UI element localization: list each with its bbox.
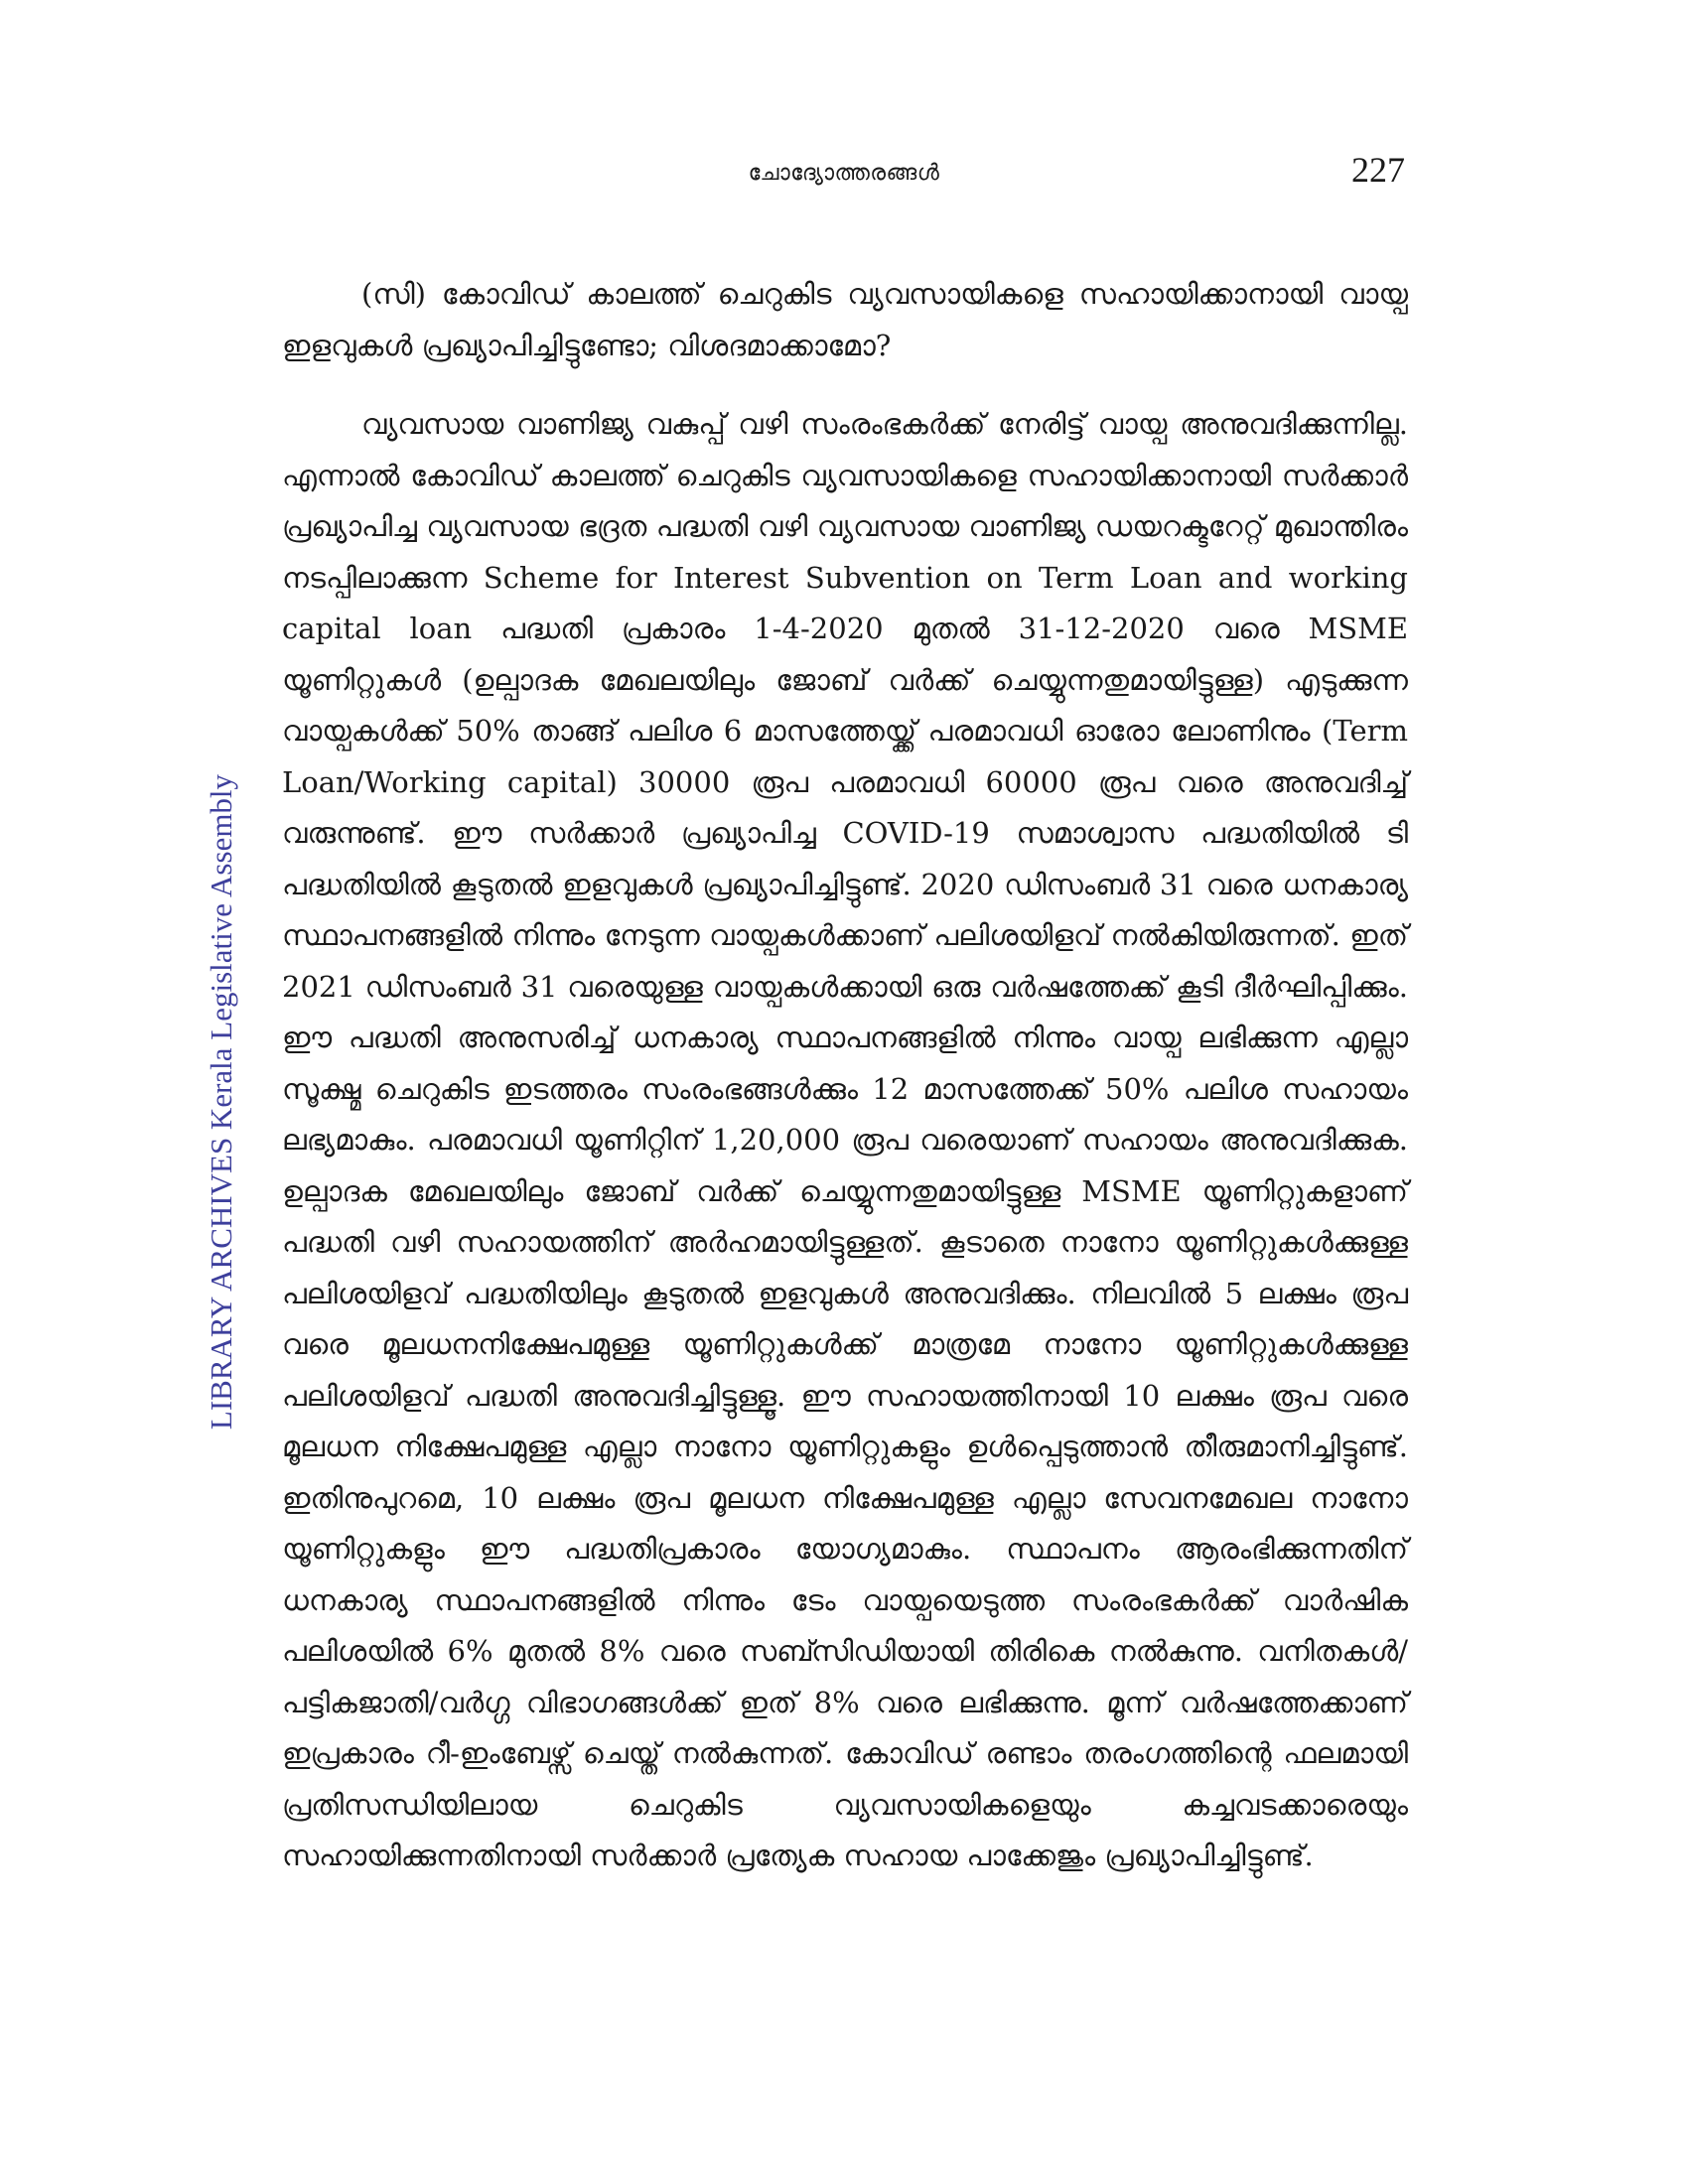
running-header: ചോദ്യോത്തരങ്ങൾ [748, 161, 940, 186]
archive-watermark: LIBRARY ARCHIVES Kerala Legislative Assembly [204, 773, 238, 1431]
page-number: 227 [1351, 150, 1405, 190]
page-body [282, 268, 1408, 1882]
answer-text: വ്യവസായ വാണിജ്യ വകുപ്പ് വഴി സംരംഭകർക്ക് നേരിട്ട് വായ്പ അനുവദിക്കുന്നില്ല. എന്നാൽ കോവിഡ് കാലത്ത് ചെറുകിട വ്യവസായികളെ സഹായിക്കാനായി സർക്കാർ പ്രഖ്യാപിച്ച വ്യവസായ ഭദ്രത പദ്ധതി വഴി വ്യവസായ വാണിജ്യ ഡയറക്ടറേറ്റ് മുഖാന്തിരം നടപ്പിലാക്കുന്ന Scheme for Interest Subvention on Term Loan and working capital loan പദ്ധതി പ്രകാരം 1-4-2020 മുതൽ 31-12-2020 വരെ MSME യൂണിറ്റുകൾ (ഉല്പാദക മേഖലയിലും ജോബ് വർക്ക് ചെയ്യുന്നതുമായിട്ടുള്ള) എടുക്കുന്ന വായ്പകൾക്ക് 50% താങ്ങ് പലിശ 6 മാസത്തേയ്ക്ക് പരമാവധി ഓരോ ലോണിനും (Term Loan/Working capital) 30000 രൂപ പരമാവധി 60000 രൂപ വരെ അനുവദിച്ച് വരുന്നുണ്ട്. ഈ സർക്കാർ പ്രഖ്യാപിച്ച COVID-19 സമാശ്വാസ പദ്ധതിയിൽ ടി പദ്ധതിയിൽ കൂടുതൽ ഇളവുകൾ പ്രഖ്യാപിച്ചിട്ടുണ്ട്. 2020 ഡിസംബർ 31 വരെ ധനകാര്യ സ്ഥാപനങ്ങളിൽ നിന്നും നേടുന്ന വായ്പകൾക്കാണ് പലിശയിളവ് നൽകിയിരുന്നത്. ഇത് 2021 ഡിസംബർ 31 വരെയുള്ള വായ്പകൾക്കായി ഒരു വർഷത്തേക്ക് കൂടി ദീർഘിപ്പിക്കും. ഈ പദ്ധതി അനുസരിച്ച് ധനകാര്യ സ്ഥാപനങ്ങളിൽ നിന്നും വായ്പ ലഭിക്കുന്ന എല്ലാ സൂക്ഷ്മ ചെറുകിട ഇടത്തരം സംരംഭങ്ങൾക്കും 12 മാസത്തേക്ക് 50% പലിശ സഹായം ലഭ്യമാകും. പരമാവധി യൂണിറ്റിന് 1,20,000 രൂപ വരെയാണ് സഹായം അനുവദിക്കുക. ഉല്പാദക മേഖലയിലും ജോബ് വർക്ക് ചെയ്യുന്നതുമായിട്ടുള്ള MSME യൂണിറ്റുകളാണ് പദ്ധതി വഴി സഹായത്തിന് അർഹമായിട്ടുള്ളത്. കൂടാതെ നാനോ യൂണിറ്റുകൾക്കുള്ള പലിശയിളവ് പദ്ധതിയിലും കൂടുതൽ ഇളവുകൾ അനുവദിക്കും. നിലവിൽ 5 ലക്ഷം രൂപ വരെ മൂലധനനിക്ഷേപമുള്ള യൂണിറ്റുകൾക്ക് മാത്രമേ നാനോ യൂണിറ്റുകൾക്കുള്ള പലിശയിളവ് പദ്ധതി അനുവദിച്ചിട്ടുള്ളൂ. ഈ സഹായത്തിനായി 10 ലക്ഷം രൂപ വരെ മൂലധന നിക്ഷേപമുള്ള എല്ലാ നാനോ യൂണിറ്റുകളും ഉൾപ്പെടുത്താൻ തീരുമാനിച്ചിട്ടുണ്ട്. ഇതിനുപുറമെ, 10 ലക്ഷം രൂപ മൂലധന നിക്ഷേപമുള്ള എല്ലാ സേവനമേഖല നാനോ യൂണിറ്റുകളും ഈ പദ്ധതിപ്രകാരം യോഗ്യമാകും. സ്ഥാപനം ആരംഭിക്കുന്നതിന് ധനകാര്യ സ്ഥാപനങ്ങളിൽ നിന്നും ടേം വായ്പയെടുത്ത സംരംഭകർക്ക് വാർഷിക പലിശയിൽ 6% മുതൽ 8% വരെ സബ്സിഡിയായി തിരികെ നൽകുന്നു. വനിതകൾ/പട്ടികജാതി/വർഗ്ഗ വിഭാഗങ്ങൾക്ക് ഇത് 8% വരെ ലഭിക്കുന്നു. മൂന്ന് വർഷത്തേക്കാണ് ഇപ്രകാരം റീ-ഇംബേഴ്സ് ചെയ്ത് നൽകുന്നത്. കോവിഡ് രണ്ടാം തരംഗത്തിന്റെ ഫലമായി പ്രതിസന്ധിയിലായ ചെറുകിട വ്യവസായികളെയും കച്ചവടക്കാരെയും സഹായിക്കുന്നതിനായി സർക്കാർ പ്രത്യേക സഹായ പാക്കേജും പ്രഖ്യാപിച്ചിട്ടുണ്ട്. [282, 407, 1408, 1872]
question-text: (സി) കോവിഡ് കാലത്ത് ചെറുകിട വ്യവസായികളെ സഹായിക്കാനായി വായ്പ ഇളവുകൾ പ്രഖ്യാപിച്ചിട്ടുണ്ടോ; വിശദമാക്കാമോ? [282, 277, 1408, 362]
